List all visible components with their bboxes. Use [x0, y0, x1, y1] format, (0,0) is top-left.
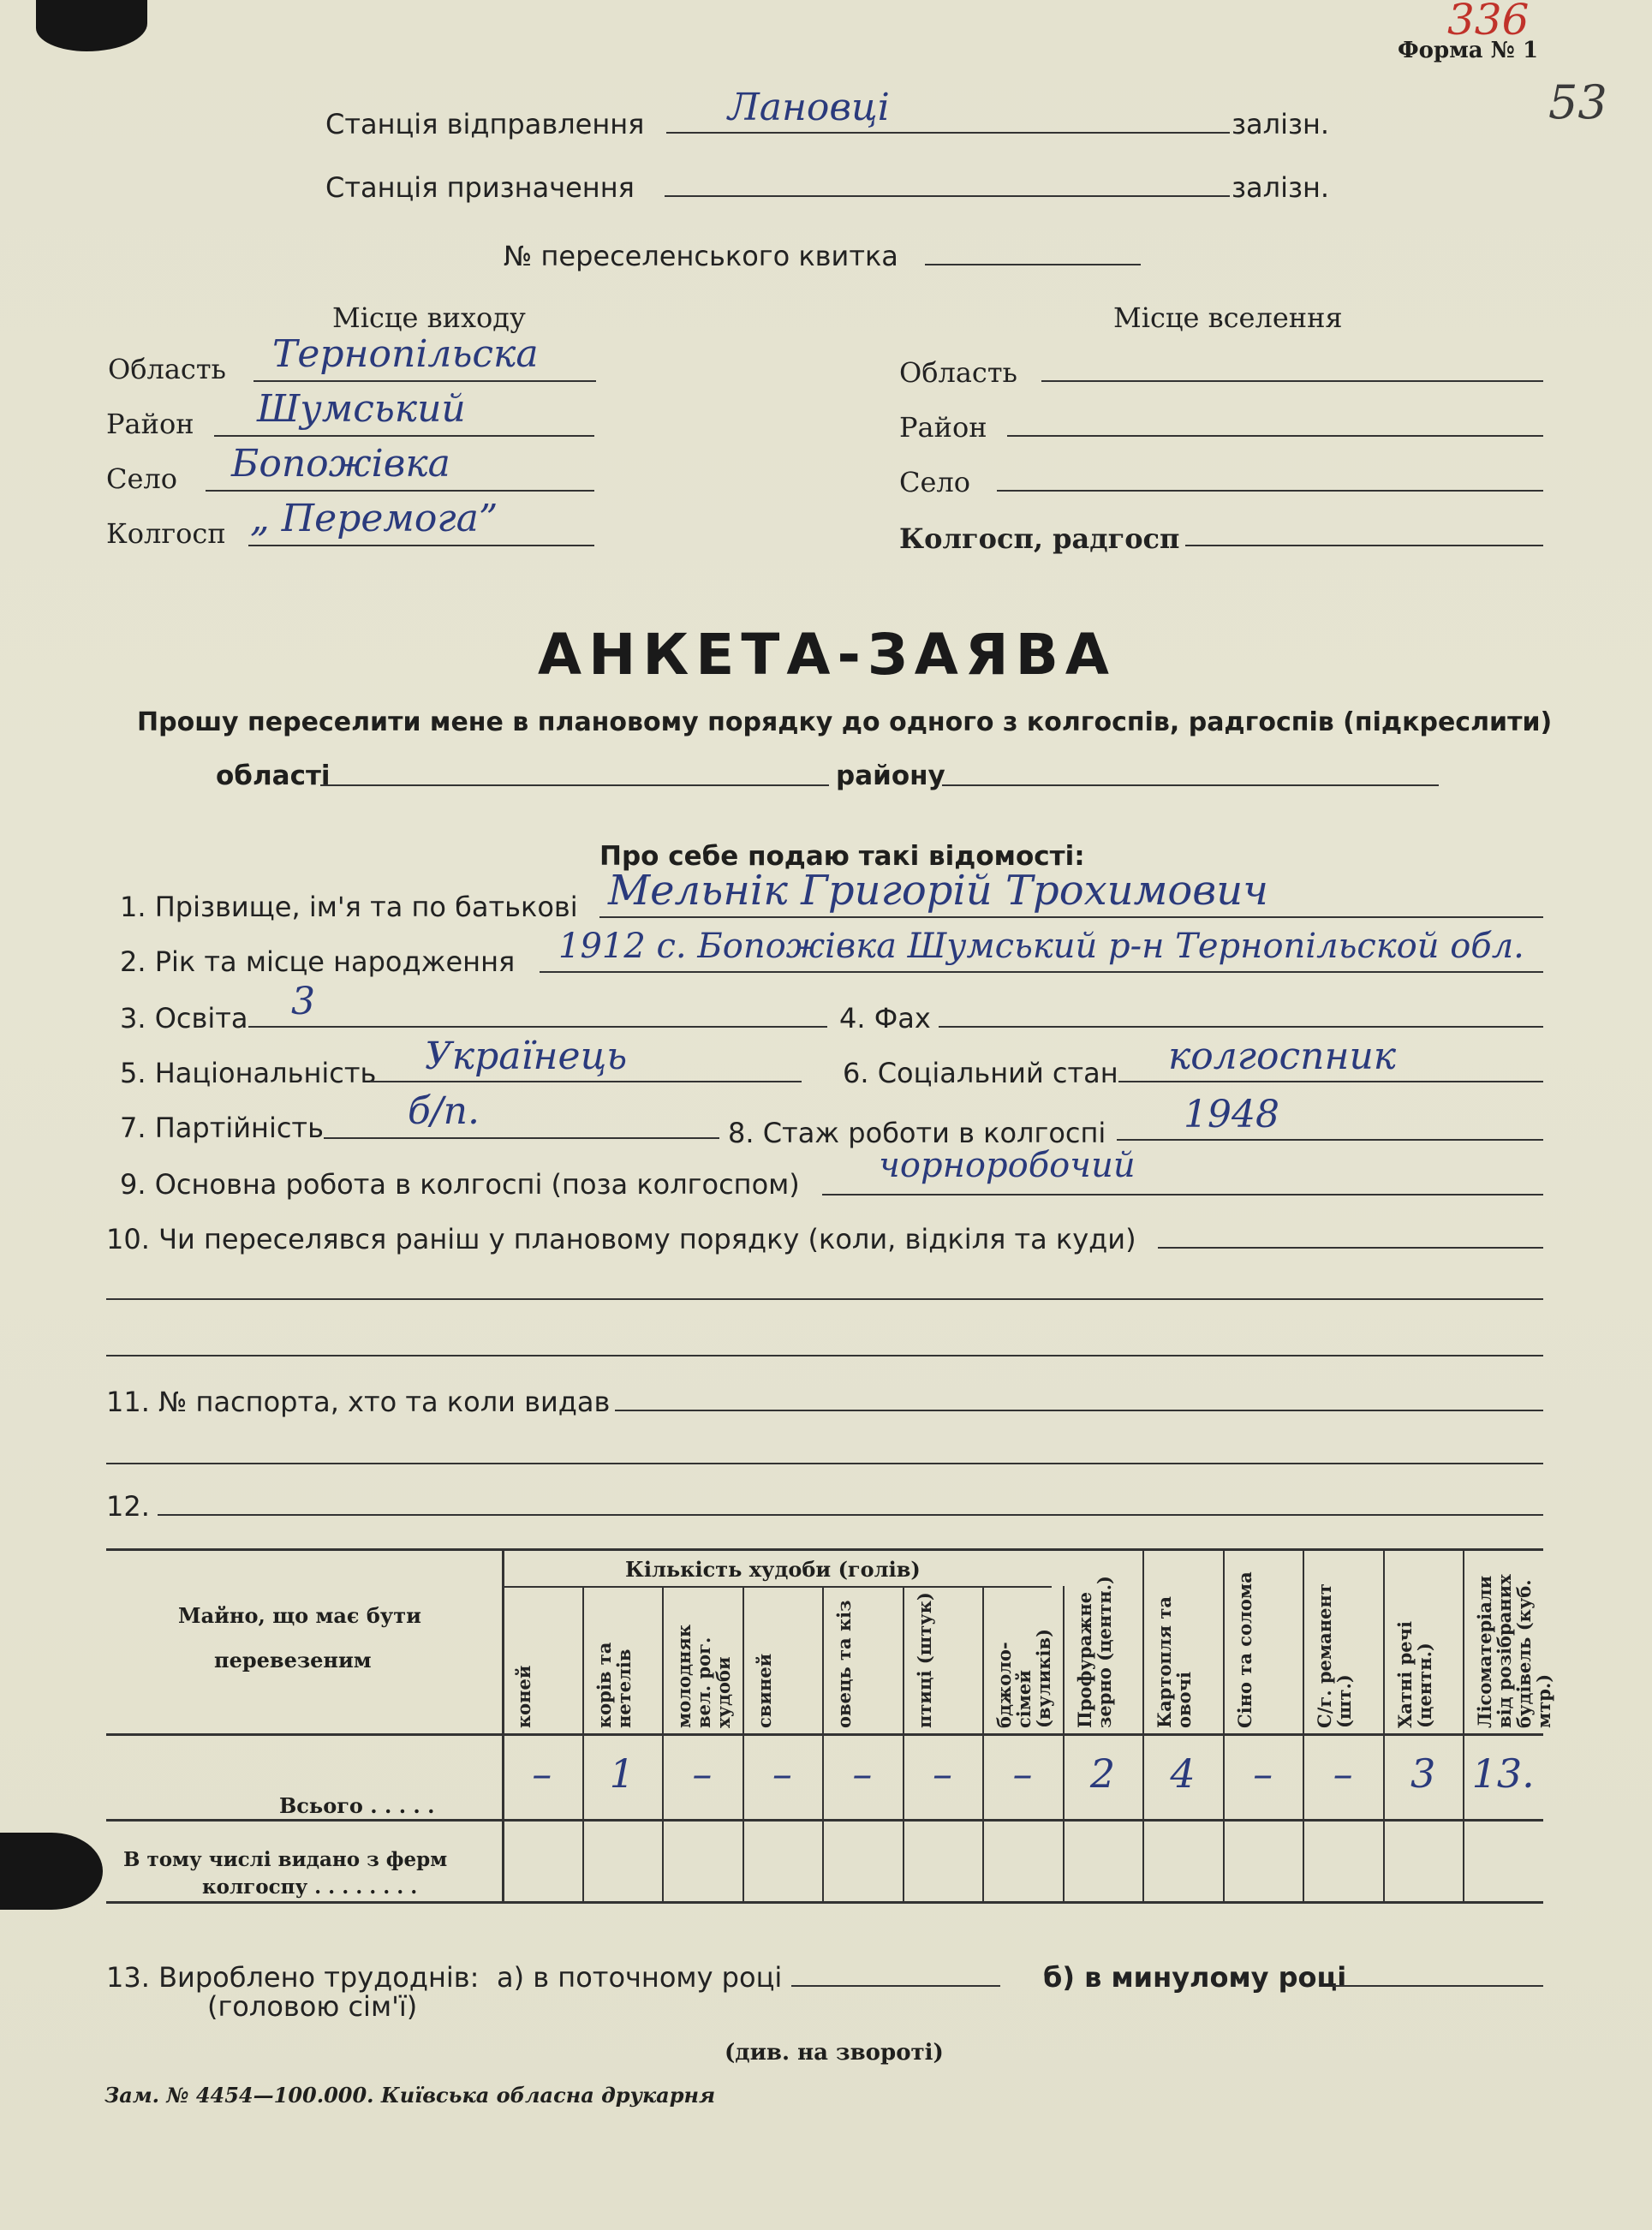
destination-heading: Місце вселення [1113, 301, 1343, 334]
field-5-label: 5. Національність [120, 1057, 377, 1089]
origin-oblast-line [253, 380, 596, 382]
col-pigs-farm-cell[interactable] [746, 1824, 820, 1898]
field-7-line [324, 1137, 719, 1139]
col-young-cattle-header: молодняк вел. рог. худоби [673, 1624, 735, 1728]
col-hay-straw-farm-cell[interactable] [1226, 1824, 1300, 1898]
field-3-value[interactable]: 3 [291, 980, 315, 1023]
field-6-label: 6. Соціальний стан [843, 1057, 1118, 1089]
target-oblast-line[interactable] [320, 784, 829, 786]
col-young-cattle-total[interactable]: – [692, 1750, 713, 1797]
destination-railway-suffix: залізн. [1232, 171, 1330, 204]
field-10-line-2[interactable] [106, 1298, 1543, 1300]
col-farm-inventory-total[interactable]: – [1333, 1750, 1353, 1797]
workdays-sublabel: (головою сім'ї) [207, 1990, 418, 2023]
property-header-line2: перевезеним [214, 1648, 372, 1672]
col-timber-farm-cell[interactable] [1466, 1824, 1540, 1898]
col-pigs-total[interactable]: – [772, 1750, 792, 1797]
table-vline [743, 1586, 744, 1903]
col-household-goods-total[interactable]: 3 [1410, 1750, 1436, 1797]
table-vline [1303, 1548, 1304, 1903]
origin-oblast-value[interactable]: Тернопільска [272, 332, 539, 376]
dest-raion-label: Район [899, 411, 987, 444]
field-5-value[interactable]: Українець [425, 1035, 628, 1078]
workdays-current-label: а) в поточному році [497, 1961, 783, 1994]
col-cows-farm-cell[interactable] [586, 1824, 659, 1898]
form-title: АНКЕТА-ЗАЯВА [538, 622, 1117, 688]
ticket-number-line[interactable] [925, 264, 1141, 265]
dest-village-label: Село [899, 466, 971, 498]
total-row-label: Всього . . . . . [279, 1793, 435, 1818]
origin-raion-line [214, 435, 594, 437]
col-pigs-header: свиней [753, 1653, 775, 1728]
field-6-line [1118, 1081, 1543, 1082]
col-household-goods-header: Хатні речі (центн.) [1393, 1621, 1435, 1728]
field-10-line-3[interactable] [106, 1355, 1543, 1356]
col-hay-straw-total[interactable]: – [1253, 1750, 1273, 1797]
col-bee-colonies-farm-cell[interactable] [986, 1824, 1059, 1898]
col-horses-farm-cell[interactable] [505, 1824, 579, 1898]
field-12-line[interactable] [158, 1514, 1543, 1516]
field-8-value[interactable]: 1948 [1184, 1093, 1279, 1136]
livestock-header-rule [504, 1586, 1052, 1588]
col-sheep-goats-total[interactable]: – [852, 1750, 873, 1797]
col-grain-fodder-header: Профуражне зерно (центн.) [1073, 1576, 1115, 1728]
field-8-label: 8. Стаж роботи в колгоспі [728, 1117, 1106, 1149]
field-4-label: 4. Фах [839, 1002, 931, 1035]
table-bottom-rule [106, 1901, 1543, 1904]
ticket-number-label: № переселенського квитка [504, 240, 898, 272]
field-9-line [822, 1194, 1543, 1195]
col-horses-total[interactable]: – [532, 1750, 552, 1797]
departure-station-line [666, 132, 1230, 134]
col-farm-inventory-header: С/г. реманент (шт.) [1314, 1583, 1356, 1728]
table-vline-0 [502, 1548, 504, 1903]
col-poultry-header: птиці (штук) [913, 1592, 935, 1728]
archive-number-dark: 53 [1548, 75, 1607, 129]
field-1-value[interactable]: Мельнік Григорій Трохимович [608, 867, 1268, 915]
request-text: Прошу переселити мене в плановому порядку до одного з колгоспів, радгоспів (підкреслити) [137, 707, 1553, 737]
col-potatoes-veg-farm-cell[interactable] [1146, 1824, 1220, 1898]
col-timber-total[interactable]: 13. [1471, 1750, 1535, 1797]
col-sheep-goats-farm-cell[interactable] [826, 1824, 899, 1898]
col-household-goods-farm-cell[interactable] [1387, 1824, 1460, 1898]
col-bee-colonies-total[interactable]: – [1012, 1750, 1033, 1797]
dest-oblast-label: Область [899, 356, 1017, 389]
origin-kolhosp-value[interactable]: „ Перемога” [250, 497, 498, 540]
field-11-line-2[interactable] [106, 1463, 1543, 1464]
table-vline [1063, 1586, 1065, 1903]
dest-kolhosp-line[interactable] [1185, 545, 1543, 546]
farm-row-label-1: В тому числі видано з ферм [123, 1848, 448, 1871]
ink-stain-top [36, 0, 147, 51]
table-vline [1142, 1548, 1144, 1903]
destination-station-label: Станція призначення [325, 171, 635, 204]
field-2-value[interactable]: 1912 с. Бопожівка Шумський р-н Тернопільской обл. [558, 927, 1524, 966]
workdays-current-line[interactable] [791, 1985, 1000, 1987]
origin-heading: Місце виходу [332, 301, 526, 334]
property-header-line1: Майно, що має бути [178, 1603, 421, 1628]
origin-village-value[interactable]: Бопожівка [231, 442, 450, 486]
origin-raion-label: Район [106, 408, 194, 440]
col-potatoes-veg-header: Картопля та овочі [1154, 1595, 1196, 1728]
table-vline [662, 1586, 664, 1903]
ink-stain-bottom [0, 1833, 103, 1910]
table-vline [822, 1586, 824, 1903]
workdays-label: 13. Вироблено трудоднів: [106, 1961, 480, 1994]
field-3-label: 3. Освіта [120, 1002, 248, 1035]
target-raion-label: району [836, 760, 945, 791]
dest-raion-line[interactable] [1007, 435, 1543, 437]
col-grain-fodder-farm-cell[interactable] [1066, 1824, 1140, 1898]
col-horses-header: коней [513, 1665, 534, 1728]
table-vline [582, 1586, 584, 1903]
departure-station-label: Станція відправлення [325, 108, 645, 140]
print-info: Зам. № 4454—100.000. Київська обласна друкарня [104, 2083, 716, 2108]
workdays-last-label: б) в минулому році [1043, 1961, 1347, 1994]
field-10-label: 10. Чи переселявся раніш у плановому порядку (коли, відкіля та куди) [106, 1223, 1136, 1255]
table-vline [903, 1586, 904, 1903]
table-vline [1463, 1548, 1464, 1903]
field-12-label: 12. [106, 1490, 150, 1523]
table-vline [1223, 1548, 1225, 1903]
field-6-value[interactable]: колгоспник [1168, 1035, 1397, 1078]
departure-station-value[interactable]: Лановці [728, 86, 890, 129]
destination-station-line[interactable] [665, 195, 1230, 197]
field-7-label: 7. Партійність [120, 1112, 324, 1144]
origin-kolhosp-line [248, 545, 594, 546]
col-potatoes-veg-total[interactable]: 4 [1170, 1750, 1196, 1797]
col-timber-header: Лісоматеріали від розібраних будівель (куб. мтр.) [1474, 1574, 1555, 1728]
origin-oblast-label: Область [108, 353, 226, 385]
table-top-rule [106, 1548, 1543, 1551]
target-oblast-label: області [216, 760, 331, 791]
origin-village-label: Село [106, 462, 178, 495]
field-2-line [540, 971, 1543, 973]
field-9-label: 9. Основна робота в колгоспі (поза колгоспом) [120, 1168, 800, 1201]
field-7-value[interactable]: б/п. [408, 1089, 480, 1133]
workdays-last-line[interactable] [1333, 1985, 1543, 1987]
col-cows-header: корів та нетелів [593, 1642, 635, 1728]
field-1-line [599, 916, 1543, 918]
field-11-line-1[interactable] [615, 1410, 1543, 1411]
col-poultry-total[interactable]: – [932, 1750, 952, 1797]
archive-number-red: 336 [1447, 0, 1530, 45]
field-5-line [370, 1081, 802, 1082]
see-reverse-note: (див. на звороті) [725, 2040, 944, 2066]
field-2-label: 2. Рік та місце народження [120, 945, 516, 978]
table-total-row-rule [106, 1819, 1543, 1822]
info-heading: Про себе подаю такі відомості: [599, 841, 1085, 872]
field-4-line[interactable] [939, 1026, 1543, 1028]
dest-kolhosp-label: Колгосп, радгосп [899, 522, 1180, 555]
field-1-label: 1. Прізвище, ім'я та по батькові [120, 891, 578, 923]
target-raion-line[interactable] [942, 784, 1439, 786]
table-header-bottom-rule [106, 1733, 1543, 1736]
dest-oblast-line[interactable] [1041, 380, 1543, 382]
farm-row-label-2: колгоспу . . . . . . . . [202, 1875, 418, 1899]
origin-raion-value[interactable]: Шумський [257, 387, 466, 431]
field-11-label: 11. № паспорта, хто та коли видав [106, 1386, 611, 1418]
origin-village-line [206, 490, 594, 492]
field-3-line [248, 1026, 827, 1028]
form-number: Форма № 1 [1398, 38, 1539, 63]
col-farm-inventory-farm-cell[interactable] [1306, 1824, 1380, 1898]
livestock-header: Кількість худоби (голів) [625, 1557, 921, 1582]
table-vline [982, 1586, 984, 1903]
col-hay-straw-header: Сіно та солома [1233, 1571, 1255, 1728]
col-bee-colonies-header: бджоло-сімей (вуликів) [993, 1628, 1055, 1728]
origin-kolhosp-label: Колгосп [106, 517, 226, 550]
field-8-line [1117, 1139, 1543, 1141]
table-vline [1383, 1548, 1385, 1903]
col-grain-fodder-total[interactable]: 2 [1089, 1750, 1116, 1797]
dest-village-line[interactable] [997, 490, 1543, 492]
col-cows-total[interactable]: 1 [609, 1750, 635, 1797]
col-young-cattle-farm-cell[interactable] [665, 1824, 739, 1898]
departure-railway-suffix: залізн. [1232, 108, 1330, 140]
col-poultry-farm-cell[interactable] [906, 1824, 980, 1898]
col-sheep-goats-header: овець та кіз [833, 1600, 856, 1728]
field-10-line-1[interactable] [1158, 1247, 1543, 1249]
field-9-value[interactable]: чорноробочий [879, 1146, 1136, 1185]
